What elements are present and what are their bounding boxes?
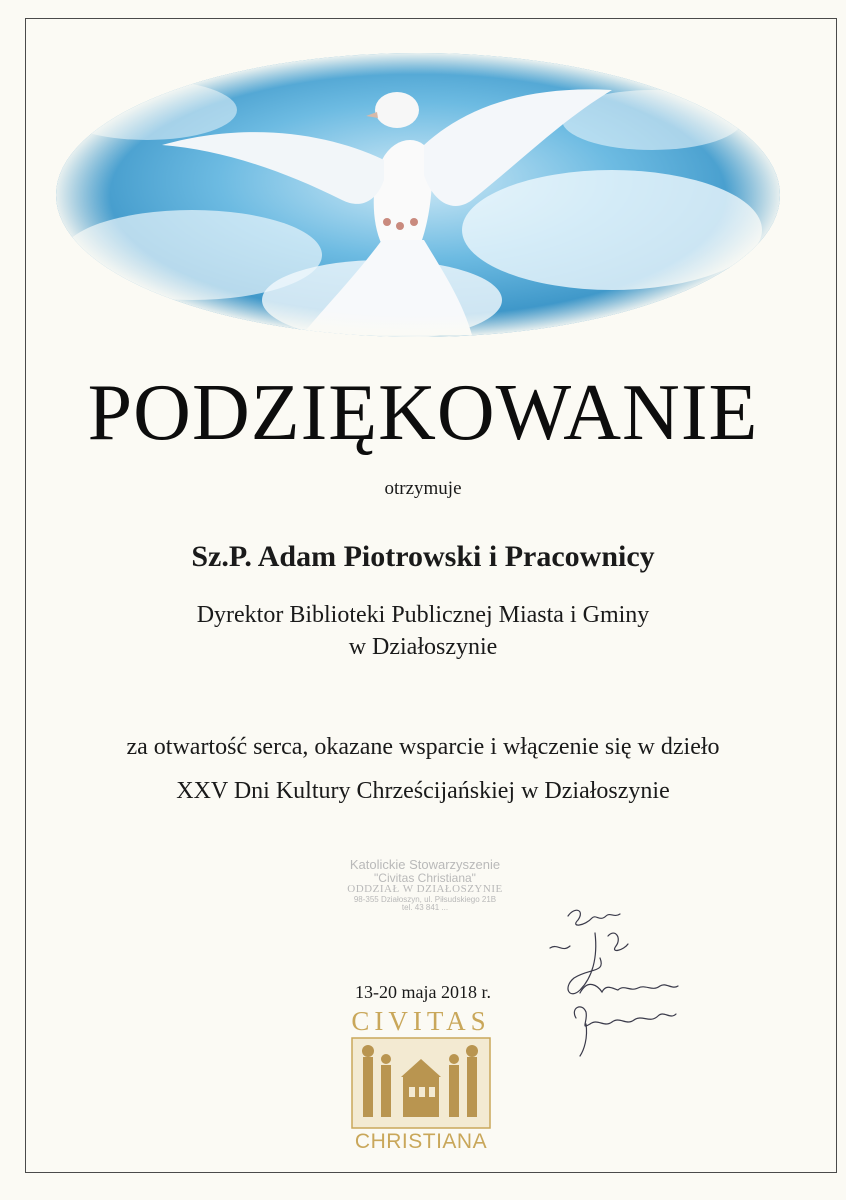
stamp-line1: Katolickie Stowarzyszenie (349, 857, 501, 872)
logo-bottom-text: CHRISTIANA (354, 1130, 488, 1153)
stamp-line4: 98-355 Działoszyn, ul. Piłsudskiego 21B (353, 894, 497, 904)
certificate-title: PODZIĘKOWANIE (87, 369, 759, 457)
civitas-christiana-logo (346, 1008, 496, 1158)
logo-top-text: CIVITAS (351, 1006, 491, 1036)
receives-label: otrzymuje (384, 478, 462, 499)
stamp-line5: tel. 43 841 ... (401, 903, 449, 913)
reason-line1: za otwartość serca, okazane wsparcie i włączenie się w dzieło (126, 734, 720, 760)
stamp-line3: ODDZIAŁ W DZIAŁOSZYNIE (347, 883, 503, 896)
stamp (320, 858, 530, 913)
recipient-role-line1: Dyrektor Biblioteki Publicznej Miasta i Gminy (196, 602, 650, 628)
stamp-line2: "Civitas Christiana" (374, 870, 476, 885)
signatures (540, 898, 690, 1058)
event-date: 13-20 maja 2018 r. (355, 982, 491, 1002)
recipient-name: Sz.P. Adam Piotrowski i Pracownicy (191, 540, 655, 573)
recipient-role-line2: w Działoszynie (348, 634, 498, 660)
reason-line2: XXV Dni Kultury Chrześcijańskiej w Działoszynie (176, 778, 670, 804)
dove-image (52, 50, 784, 340)
